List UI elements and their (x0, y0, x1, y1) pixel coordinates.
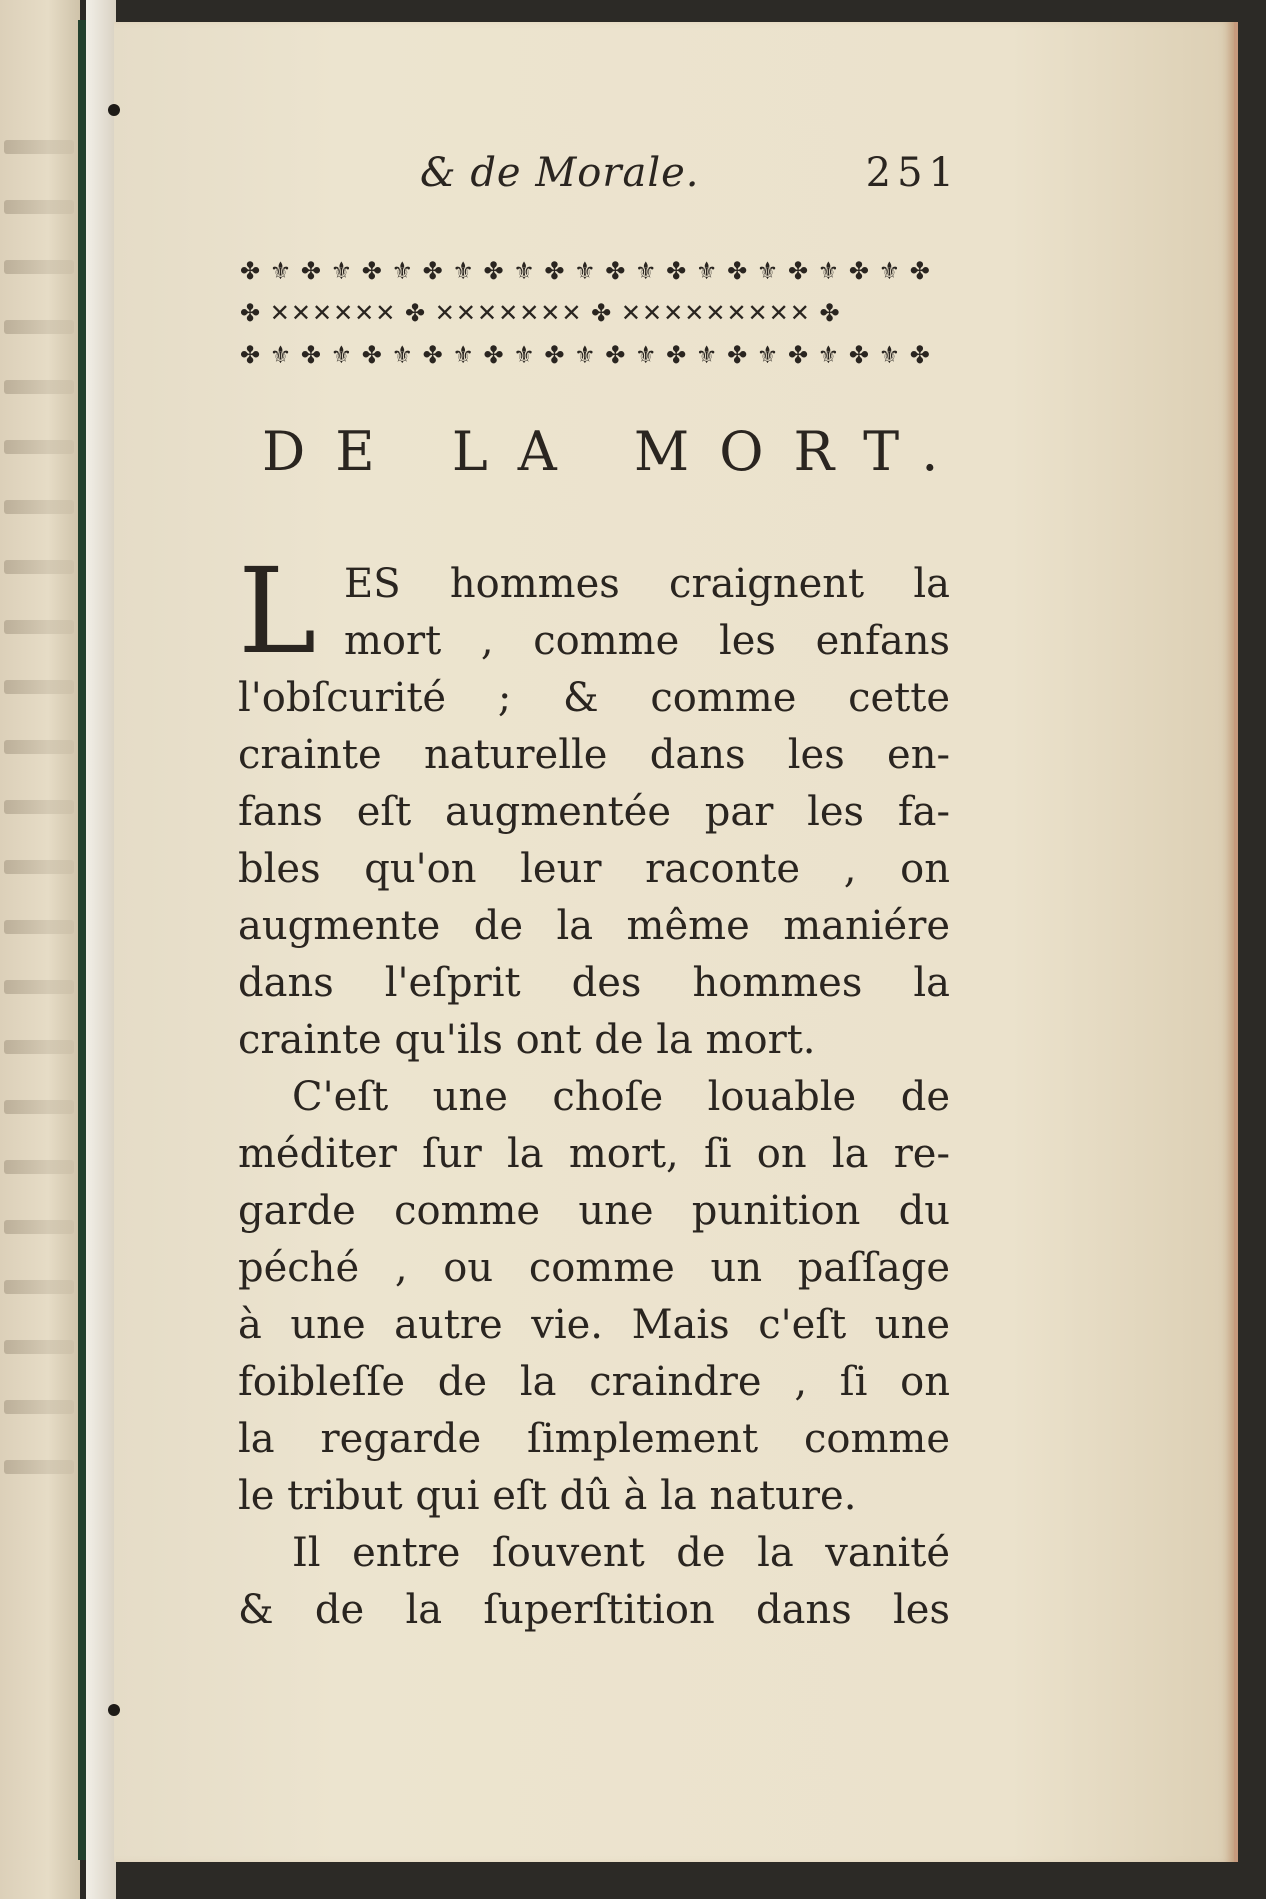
book-cover-board (78, 20, 86, 1860)
text-line: foibleſſe de la craindre , ſi on (238, 1359, 950, 1405)
page-number: 251 (865, 150, 960, 196)
text-line: la regarde ſimplement comme (238, 1416, 950, 1462)
text-line: augmente de la même maniére (238, 903, 950, 949)
binding-pin (108, 1704, 120, 1716)
text-line: crainte naturelle dans les en- (238, 732, 950, 778)
text-line: le tribut qui eſt dû à la nature. (238, 1473, 857, 1519)
facing-page-edge (0, 0, 80, 1899)
text-line: à une autre vie. Mais c'eſt une (238, 1302, 950, 1348)
running-head-title: & de Morale. (420, 150, 700, 196)
drop-cap: L (238, 542, 317, 680)
ornament-row: ✤ ⚜ ✤ ⚜ ✤ ⚜ ✤ ⚜ ✤ ⚜ ✤ ⚜ ✤ ⚜ ✤ ⚜ ✤ ⚜ ✤ ⚜ ✤ ⚜ ✤ (240, 342, 931, 368)
page-gutter (86, 0, 116, 1899)
text-line: & de la ſuperſtition dans les (238, 1587, 950, 1633)
text-line: fans eſt augmentée par les fa- (238, 789, 950, 835)
paragraph (238, 542, 950, 1069)
text-line: méditer ſur la mort, ſi on la re- (238, 1131, 950, 1177)
text-line: dans l'eſprit des hommes la (238, 960, 950, 1006)
ornament-row: ✤ ✕✕✕✕✕✕ ✤ ✕✕✕✕✕✕✕ ✤ ✕✕✕✕✕✕✕✕✕ ✤ (240, 300, 841, 326)
running-head (420, 150, 960, 196)
text-line: mort , comme les enfans (344, 618, 950, 664)
text-line: C'eſt une choſe louable de (292, 1074, 950, 1120)
body-text (238, 542, 950, 1639)
text-line: bles qu'on leur raconte , on (238, 846, 950, 892)
text-line: crainte qu'ils ont de la mort. (238, 1017, 816, 1063)
text-line: ES hommes craignent la (344, 561, 950, 607)
text-line: l'obſcurité ; & comme cette (238, 675, 950, 721)
text-line: péché , ou comme un paſſage (238, 1245, 950, 1291)
paragraph (238, 1069, 950, 1525)
ornament-row: ✤ ⚜ ✤ ⚜ ✤ ⚜ ✤ ⚜ ✤ ⚜ ✤ ⚜ ✤ ⚜ ✤ ⚜ ✤ ⚜ ✤ ⚜ ✤ ⚜ ✤ (240, 258, 931, 284)
binding-pin (108, 104, 120, 116)
paragraph (238, 1525, 950, 1639)
chapter-heading: DE LA MORT. (262, 420, 969, 483)
text-line: Il entre ſouvent de la vanité (292, 1530, 950, 1576)
text-line: garde comme une punition du (238, 1188, 950, 1234)
